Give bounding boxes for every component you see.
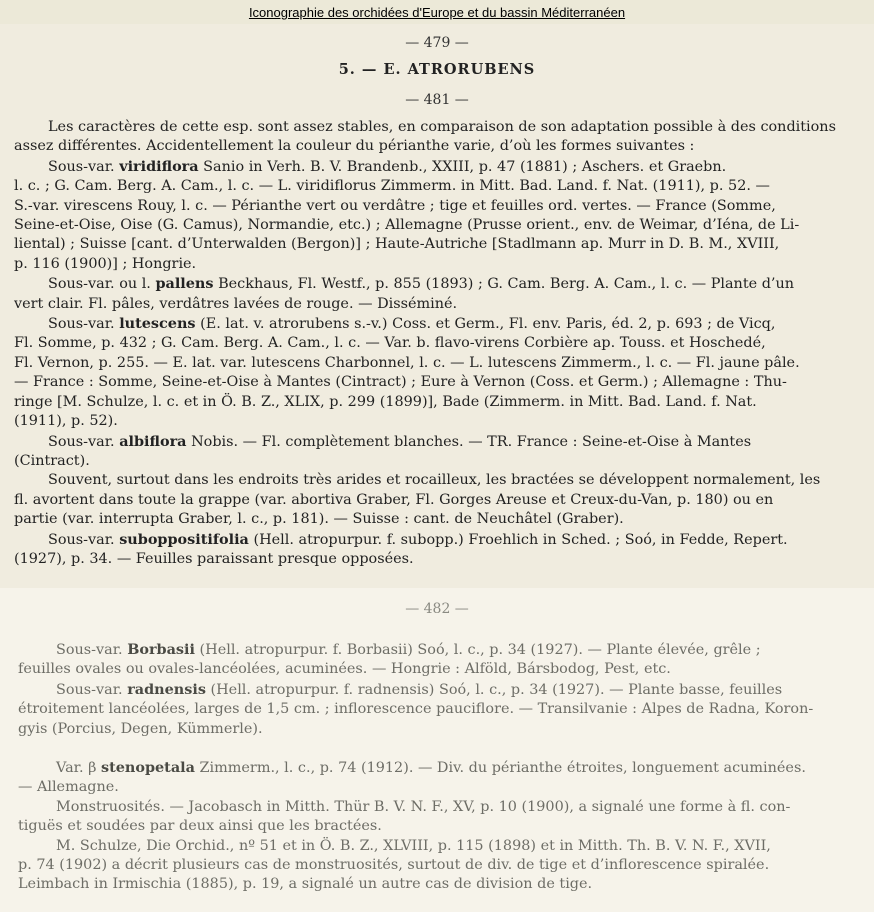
text-run: Sanio in Verh. B. V. Brandenb., XXIII, p. 47 (1881) ; Aschers. et Graebn. bbox=[198, 158, 727, 175]
text-line: Seine-et-Oise, Oise (G. Camus), Normandie, etc.) ; Allemagne (Prusse orient., env. de Weimar, d’Iéna, de Li- bbox=[14, 217, 800, 234]
text-run: (Hell. atropurpur. f. radnensis) Soó, l. c., p. 34 (1927). — Plante basse, feuilles bbox=[205, 681, 783, 698]
text-run: (Hell. atropurpur. f. subopp.) Froehlich in Sched. ; Soó, in Fedde, Repert. bbox=[248, 531, 788, 548]
text-line bbox=[18, 640, 860, 660]
text-line: liental) ; Suisse [cant. d’Unterwalden (Bergon)] ; Haute-Autriche [Stadlmann ap. Murr in D. B. M., XVIII, bbox=[14, 236, 780, 253]
text-line: assez différentes. Accidentellement la couleur du périanthe varie, d’où les formes suivantes : bbox=[14, 138, 695, 155]
scan-block-lower bbox=[0, 588, 874, 912]
text-line: ringe [M. Schulze, l. c. et in Ö. B. Z., XLIX, p. 299 (1899)], Bade (Zimmerm. in Mitt. Bad. Land. f. Nat. bbox=[14, 393, 757, 410]
text-line: (1927), p. 34. — Feuilles paraissant presque opposées. bbox=[14, 550, 414, 567]
text-line: M. Schulze, Die Orchid., nº 51 et in Ö. B. Z., XLVIII, p. 115 (1898) et in Mitth. Th. B. V. N. F., XVII, bbox=[56, 837, 771, 854]
text-line: gyis (Porcius, Degen, Kümmerle). bbox=[18, 720, 263, 737]
page-number-482: — 482 — bbox=[405, 601, 469, 617]
text-line: fl. avortent dans toute la grappe (var. abortiva Graber, Fl. Gorges Areuse et Creux-du-Van, p. 180) ou en bbox=[14, 491, 774, 508]
text-line: Leimbach in Irmischia (1885), p. 19, a signalé un autre cas de division de tige. bbox=[18, 876, 593, 893]
text-line: Les caractères de cette esp. sont assez stables, en comparaison de son adaptation possible à des conditions bbox=[48, 119, 836, 135]
variety-prefix: Sous-var. ou l. bbox=[48, 276, 156, 293]
variety-prefix: Var. β bbox=[56, 760, 101, 777]
text-line bbox=[14, 530, 862, 550]
text-line: (Cintract). bbox=[14, 452, 90, 469]
variety-name: pallens bbox=[155, 275, 214, 293]
section-title: 5. — E. ATRORUBENS bbox=[338, 61, 536, 78]
text-line: Fl. Vernon, p. 255. — E. lat. var. lutescens Charbonnel, l. c. — L. lutescens Zimmerm., l. c. — Fl. jaune pâle. bbox=[14, 354, 800, 371]
text-column-upper bbox=[14, 118, 862, 569]
text-line: étroitement lancéolées, larges de 1,5 cm. ; inflorescence pauciflore. — Transilvanie : Alpes de Radna, Koron- bbox=[18, 701, 814, 718]
text-line: l. c. ; G. Cam. Berg. A. Cam., l. c. — L. viridiflorus Zimmerm. in Mitt. Bad. Land. f. Nat. (1911), p. 52. — bbox=[14, 178, 770, 195]
scanned-page bbox=[0, 24, 874, 912]
variety-name: radnensis bbox=[127, 680, 206, 698]
text-line: feuilles ovales ou ovales-lancéolées, acuminées. — Hongrie : Alföld, Bársbodog, Pest, etc. bbox=[18, 661, 671, 678]
text-line: (1911), p. 52). bbox=[14, 413, 118, 430]
text-line: Souvent, surtout dans les endroits très arides et rocailleux, les bractées se développent normalement, les bbox=[48, 472, 821, 489]
text-column-lower bbox=[18, 640, 860, 895]
text-run: Nobis. — Fl. complètement blanches. — TR. France : Seine-et-Oise à Mantes bbox=[186, 433, 752, 450]
variety-prefix: Sous-var. bbox=[56, 642, 128, 658]
variety-name: suboppositifolia bbox=[119, 530, 249, 548]
text-line: — France : Somme, Seine-et-Oise à Mantes (Cintract) ; Eure à Vernon (Coss. et Germ.) ; Allemagne : Thu- bbox=[14, 374, 787, 391]
variety-prefix: Sous-var. bbox=[48, 531, 120, 548]
text-run: (E. lat. v. atrorubens s.-v.) Coss. et Germ., Fl. env. Paris, éd. 2, p. 693 ; de Vicq, bbox=[195, 316, 776, 333]
spacer bbox=[18, 739, 860, 758]
text-line bbox=[18, 758, 860, 778]
scan-block-upper bbox=[0, 24, 874, 588]
text-line: p. 74 (1902) a décrit plusieurs cas de monstruosités, surtout de div. de tige et d’inflorescence spiralée. bbox=[18, 857, 770, 874]
text-run: (Hell. atropurpur. f. Borbasii) Soó, l. c., p. 34 (1927). — Plante élevée, grêle ; bbox=[194, 642, 761, 658]
book-title-link[interactable]: Iconographie des orchidées d'Europe et du bassin Méditerranéen bbox=[248, 4, 626, 20]
variety-name: lutescens bbox=[119, 315, 196, 333]
title-bar bbox=[0, 0, 874, 24]
variety-prefix: Sous-var. bbox=[48, 158, 120, 175]
page-number-479: — 479 — bbox=[405, 35, 469, 51]
page-number-481: — 481 — bbox=[405, 92, 469, 108]
text-line bbox=[18, 680, 860, 700]
text-line bbox=[14, 157, 862, 177]
variety-prefix: Sous-var. bbox=[48, 316, 120, 333]
variety-name: Borbasii bbox=[127, 641, 195, 658]
variety-prefix: Sous-var. bbox=[56, 681, 128, 698]
text-line: — Allemagne. bbox=[18, 779, 119, 796]
text-line: Fl. Somme, p. 432 ; G. Cam. Berg. A. Cam., l. c. — Var. b. flavo-virens Corbière ap. Touss. et Hoschedé, bbox=[14, 335, 766, 352]
text-run: Zimmerm., l. c., p. 74 (1912). — Div. du périanthe étroites, longuement acuminées. bbox=[194, 760, 806, 777]
text-line: p. 116 (1900)] ; Hongrie. bbox=[14, 255, 197, 272]
text-line: Monstruosités. — Jacobasch in Mitth. Thür B. V. N. F., XV, p. 10 (1900), a signalé une forme à fl. con- bbox=[56, 798, 791, 815]
variety-prefix: Sous-var. bbox=[48, 433, 120, 450]
variety-name: albiflora bbox=[119, 432, 187, 450]
text-line: partie (var. interrupta Graber, l. c., p. 181). — Suisse : cant. de Neuchâtel (Graber). bbox=[14, 511, 624, 528]
text-run: Beckhaus, Fl. Westf., p. 855 (1893) ; G. Cam. Berg. A. Cam., l. c. — Plante d’un bbox=[213, 276, 795, 293]
variety-name: viridiflora bbox=[119, 157, 199, 175]
text-line bbox=[14, 314, 862, 334]
text-line: vert clair. Fl. pâles, verdâtres lavées de rouge. — Disséminé. bbox=[14, 295, 458, 312]
variety-name: stenopetala bbox=[101, 759, 195, 777]
text-line bbox=[14, 432, 862, 452]
text-line bbox=[14, 274, 862, 294]
text-line: S.-var. virescens Rouy, l. c. — Périanthe vert ou verdâtre ; tige et feuilles ord. vertes. — France (Somme, bbox=[14, 197, 776, 214]
text-line: tiguës et soudées par deux ainsi que les bractées. bbox=[18, 818, 382, 835]
